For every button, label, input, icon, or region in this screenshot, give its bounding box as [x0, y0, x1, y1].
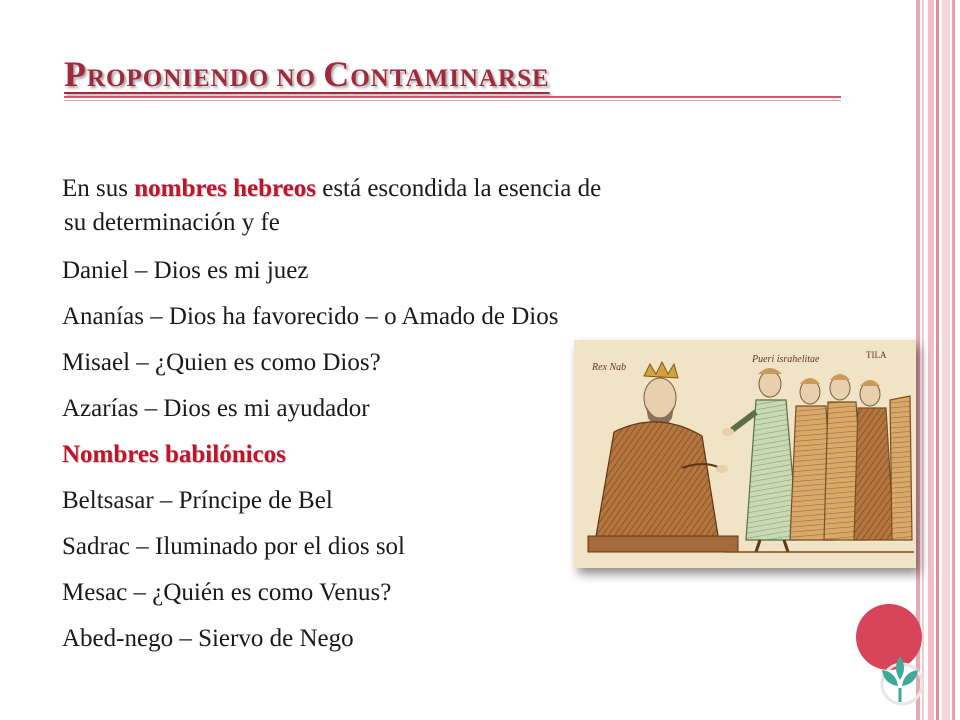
- title-initial-p: P: [64, 54, 87, 94]
- title-initial-c: C: [323, 54, 351, 94]
- ananias-line: Ananías – Dios ha favorecido – o Amado de Dios: [62, 303, 559, 330]
- intro-post: está escondida la esencia de: [315, 175, 602, 202]
- decorative-border-stripes: [916, 0, 960, 720]
- daniel-line: Daniel – Dios es mi juez: [62, 257, 309, 284]
- misael-line: Misael – ¿Quien es como Dios?: [62, 349, 381, 376]
- sadrac-line: Sadrac – Iluminado por el dios sol: [62, 533, 405, 560]
- hebrew-names-accent: nombres hebreos: [134, 175, 316, 202]
- intro-pre: En sus: [62, 175, 135, 202]
- label-youths: Pueri israhelitae: [752, 354, 820, 365]
- beltsasar-line: Beltsasar – Príncipe de Bel: [62, 487, 333, 514]
- label-king: Rex Nab: [592, 362, 627, 373]
- babylonian-names-heading: Nombres babilónicos: [62, 441, 286, 468]
- manuscript-illustration: [574, 340, 916, 568]
- title-word3-rest: ONTAMINARSE: [350, 65, 550, 92]
- intro-line-continued: su determinación y fe: [64, 209, 280, 236]
- illustration-drawing: [574, 340, 916, 568]
- lotus-logo-icon: [872, 648, 928, 708]
- abednego-line: Abed-nego – Siervo de Nego: [62, 625, 354, 652]
- title-word1-rest: ROPONIENDO: [87, 65, 270, 92]
- azarias-line: Azarías – Dios es mi ayudador: [62, 395, 370, 422]
- mesac-line: Mesac – ¿Quién es como Venus?: [62, 579, 392, 606]
- slide-title: [64, 54, 550, 99]
- title-word2: NO: [269, 65, 324, 92]
- title-rule-thin: [64, 100, 841, 101]
- slide-title-wrap: [64, 54, 550, 99]
- intro-line: [62, 174, 601, 204]
- title-rule: [64, 96, 841, 98]
- label-right: TILA: [866, 350, 887, 360]
